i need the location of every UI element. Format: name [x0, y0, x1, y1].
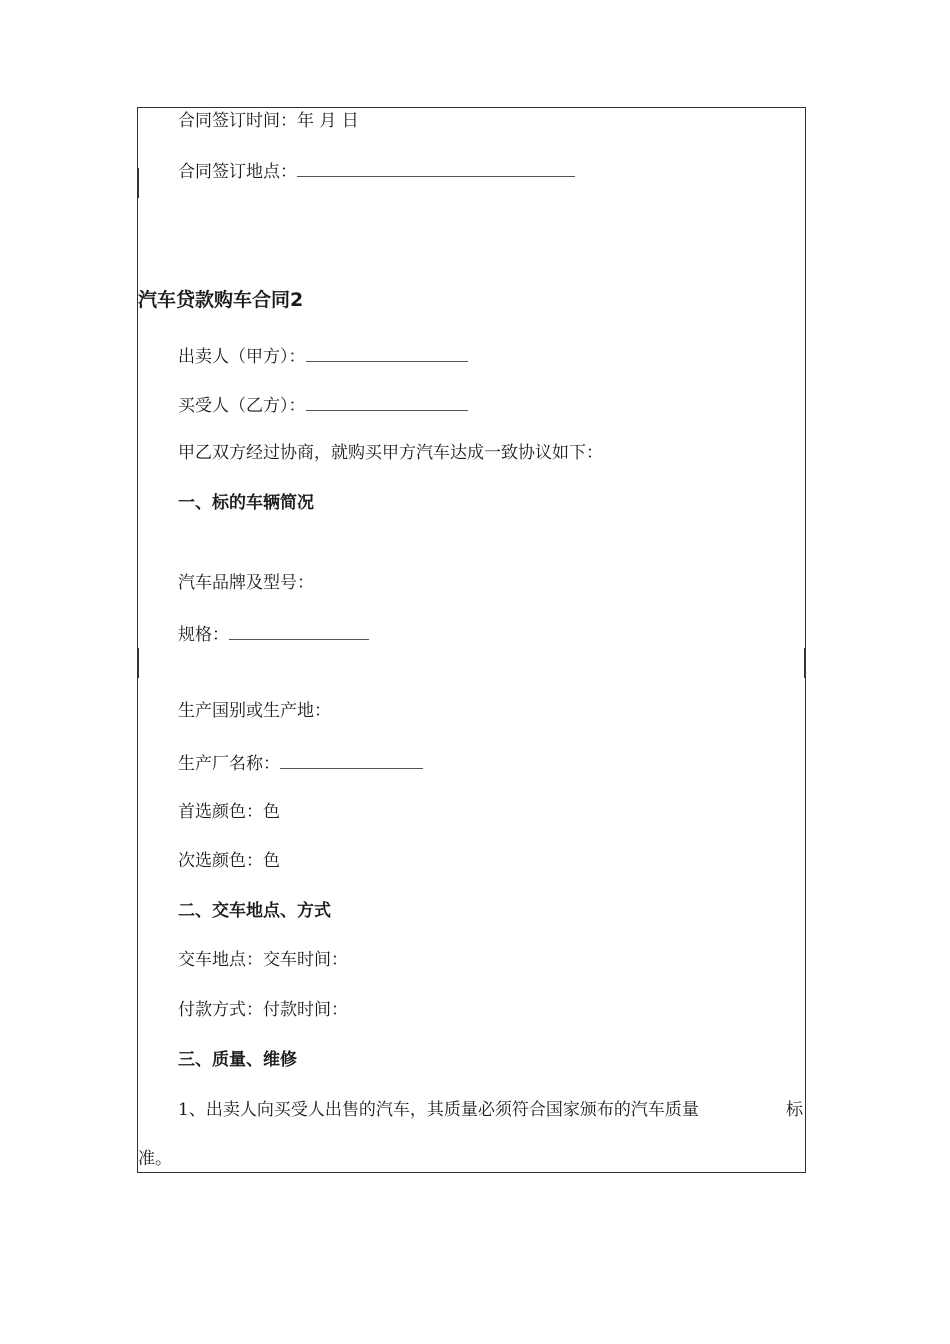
maker-blank: [280, 750, 423, 769]
maker-label: 生产厂名称：: [178, 754, 280, 774]
buyer-label: 买受人（乙方）：: [178, 396, 306, 416]
origin: 生产国别或生产地：: [178, 701, 331, 721]
section-2-heading: 二、交车地点、方式: [178, 901, 331, 921]
frame-edge-mark: [137, 648, 139, 678]
section-3-heading: 三、质量、维修: [178, 1050, 297, 1070]
seller-label: 出卖人（甲方）：: [178, 347, 306, 367]
intro-text: 甲乙双方经过协商，就购买甲方汽车达成一致协议如下：: [178, 443, 603, 463]
contract-title: 汽车贷款购车合同2: [138, 289, 304, 311]
brand-model: 汽车品牌及型号：: [178, 573, 314, 593]
section-1-heading: 一、标的车辆简况: [178, 493, 314, 513]
clause-1-end: 准。: [138, 1149, 172, 1169]
signing-place-label: 合同签订地点：: [178, 162, 297, 182]
buyer-blank: [306, 392, 468, 411]
clause-1: 1、出卖人向买受人出售的汽车，其质量必须符合国家颁布的汽车质量: [178, 1100, 699, 1120]
spec-row: [178, 621, 369, 647]
signing-place-row: [178, 158, 575, 184]
maker-row: [178, 750, 423, 776]
document-frame: [137, 107, 806, 1173]
signing-place-blank: [297, 158, 575, 177]
frame-edge-mark: [804, 648, 806, 678]
frame-edge-mark: [137, 168, 139, 198]
seller-row: [178, 343, 468, 369]
first-color: 首选颜色：色: [178, 802, 280, 822]
clause-1-continued: 标: [786, 1100, 803, 1120]
payment-method-time: 付款方式：付款时间：: [178, 1000, 348, 1020]
signing-time: 合同签订时间：年 月 日: [178, 111, 359, 131]
spec-blank: [229, 621, 369, 640]
second-color: 次选颜色：色: [178, 851, 280, 871]
spec-label: 规格：: [178, 625, 229, 645]
buyer-row: [178, 392, 468, 418]
delivery-place-time: 交车地点：交车时间：: [178, 950, 348, 970]
seller-blank: [306, 343, 468, 362]
